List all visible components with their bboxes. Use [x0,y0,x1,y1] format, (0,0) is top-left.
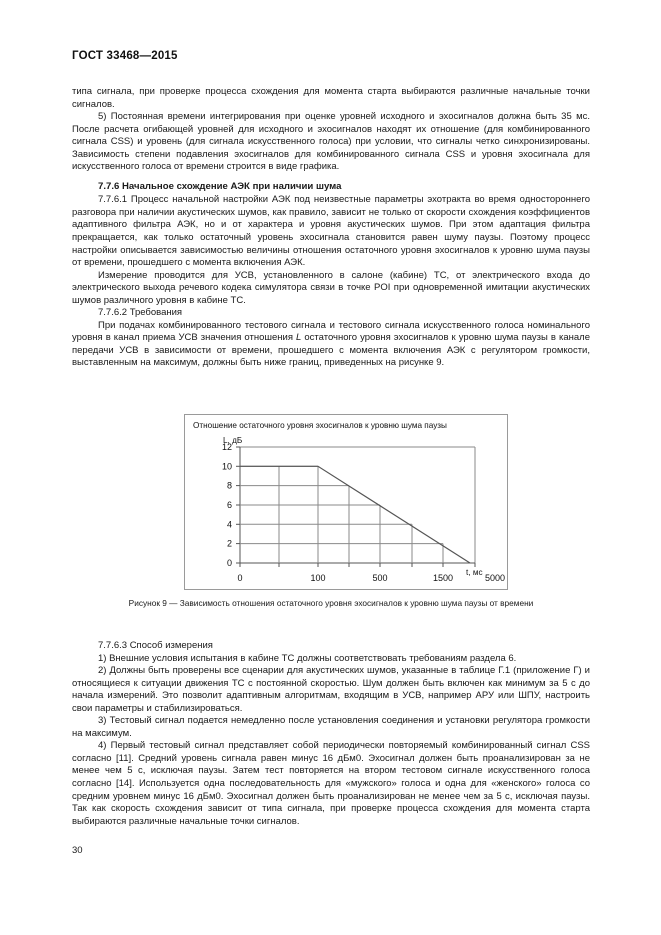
body-column-bottom [72,640,590,828]
chart-limit-curve [240,466,470,563]
svg-text:0: 0 [237,573,243,583]
heading-7-7-6-3: 7.7.6.3 Способ измерения [98,640,213,651]
svg-text:500: 500 [372,573,388,583]
variable-L: L [296,332,302,344]
paragraph-item-1: 1) Внешние условия испытания в кабине ТС должны соответствовать требованиям раздела 6. [98,652,517,664]
svg-text:0: 0 [226,558,232,568]
heading-7-7-6-2: 7.7.6.2 Требования [98,307,183,319]
paragraph-item-4: 4) Первый тестовый сигнал представляет собой периодически повторяемый комбинированный сигнал CSS согласно [11]. Средний уровень сигнала равен минус 16 дБм0. Эхосигнал должен быть проанализирован за не менее чем 5 с, исключая паузы. Затем тест повторяется на втором тестовом сигнале искусственного голоса согласно [14]. Используется одна последовательность для «мужского» голоса и одна для «женского» голоса со средним уровнем минус 16 дБм0. Эхосигнал должен быть проанализирован не менее чем за 5 с, исключая паузы. Так как скорость схождения зависит от типа сигнала, при проверке процесса схождения для момента старта выбираются различные начальные точки сигналов. [72,740,590,827]
requirements-text-b: остаточного уровня эхосигналов к уровню шума паузы в канале передачи УСВ в зависимости от времени, прошедшего с момента включения АЭК с регулятором громкости, выставленным на максимум, должны быть ниже границ, приведенных на рисунке 9. [72,332,590,369]
chart-y-ticks [236,447,240,563]
svg-text:8: 8 [226,480,232,491]
svg-text:10: 10 [221,461,232,472]
svg-text:2: 2 [226,538,232,549]
chart-y-tick-labels [222,442,232,568]
paragraph-measurement-conditions: Измерение проводится для УСВ, установленного в салоне (кабине) ТС, от электрического входа до электрического выхода речевого кодека симулятора связи в точке POI при одновременной имитации акустических шумов различного уровня в кабине ТС. [72,269,590,306]
page-number: 30 [72,845,83,856]
heading-7-7-6: 7.7.6 Начальное схождение АЭК при наличии шума [98,180,342,192]
svg-text:1500: 1500 [432,573,454,583]
paragraph-item-2: 2) Должны быть проверены все сценарии для акустических шумов, указанные в таблице Г.1 (приложение Г) и относящиеся к ситуации движения ТС с постоянной скоростью. Шум должен быть включен как минимум за 5 с до начала измерений. Это позволит адаптивным алгоритмам, входящим в УСВ, например АРУ или ШПУ, настроить свои параметры и стабилизироваться. [72,665,590,714]
chart-grid [240,447,475,563]
chart-title: Отношение остаточного уровня эхосигналов к уровню шума паузы [193,421,447,430]
chart-x-axis-unit-label: t, мс [466,568,483,577]
svg-text:6: 6 [226,500,232,510]
chart-y-axis-label: L, дБ [223,436,243,445]
paragraph-item-5: 5) Постоянная времени интегрирования при оценке уровней исходного и эхосигналов должна быть 35 мс. После расчета огибающей уровней для исходного и эхосигналов находят их отношение (для комбинированного сигнала CSS) и уровень (для сигнала искусственного голоса) при условии, что сигналы четко синхронизированы. Зависимость степени подавления эхосигналов для комбинированного сигнала CSS и уровня эхосигнала для искусственного голоса от времени строится в виде графика. [72,111,590,173]
figure-9-caption: Рисунок 9 — Зависимость отношения остаточного уровня эхосигналов к уровню шума паузы от времени [128,598,534,608]
svg-text:12: 12 [221,442,232,452]
body-column-top [72,86,590,370]
svg-text:5000: 5000 [484,573,506,583]
paragraph-7-7-6-1: 7.7.6.1 Процесс начальной настройки АЭК под неизвестные параметры эхотракта во время одностороннего разговора при наличии акустических шумов, как правило, зависит не только от скорости схождения коэффициентов адаптивного фильтра АЭК, но и от характера и уровня акустических шумов. При этом адаптация фильтра прекращается, как только остаточный уровень эхосигнала становится равен шуму паузы. Поэтому процесс настройки описывается зависимостью величины отношения остаточного уровня эхосигналов к уровню шума паузы от времени, прошедшего с момента включения АЭК. [72,194,590,269]
requirements-text-a: При подачах комбинированного тестового сигнала и тестового сигнала искусственного голоса номинального уровня в канал приема УСВ значения отношения [72,319,590,344]
paragraph-requirements [72,320,590,370]
svg-text:100: 100 [310,573,326,583]
page-header-standard: ГОСТ 33468—2015 [72,50,178,62]
svg-text:4: 4 [226,519,232,530]
paragraph-item-3: 3) Тестовый сигнал подается немедленно после установления соединения и установки регулятора громкости на максимум. [72,715,590,739]
chart-x-ticks [240,563,475,567]
paragraph-continued: типа сигнала, при проверке процесса схождения для момента старта выбираются различные начальные точки сигналов. [72,86,590,110]
chart-x-tick-labels [237,573,505,583]
figure-9-box [184,414,508,590]
chart-plot-area [185,415,509,591]
